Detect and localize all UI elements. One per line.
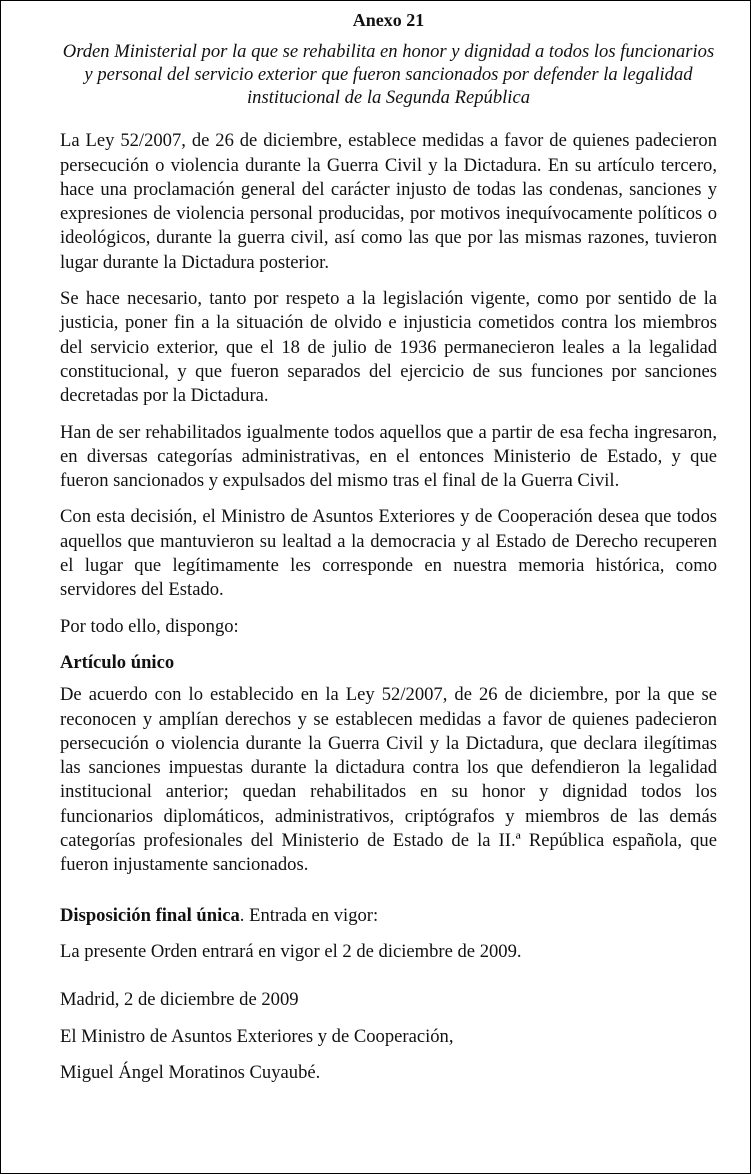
- annex-heading: Anexo 21: [352, 10, 425, 30]
- signature-place-date: Madrid, 2 de diciembre de 2009: [60, 989, 299, 1011]
- annex-subtitle: Orden Ministerial por la que se rehabilita en honor y dignidad a todos los funcionarios y personal del servicio exterior que fueron sancionados por defender la legalidad institucional de la Segunda República: [62, 41, 715, 109]
- dispongo-line: Por todo ello, dispongo:: [60, 615, 239, 637]
- final-provision-rest: . Entrada en vigor:: [239, 904, 379, 926]
- signature-name: Miguel Ángel Moratinos Cuyaubé.: [60, 1061, 321, 1083]
- paragraph-1: La Ley 52/2007, de 26 de diciembre, establece medidas a favor de quienes padecieron persecución o violencia durante la Guerra Civil y la Dictadura. En su artículo tercero, hace una proclamación general del carácter injusto de todas las condenas, sanciones y expresiones de violencia personal producidas, por motivos inequívocamente políticos o ideológicos, durante la guerra civil, así como las que por las mismas razones, tuvieron lugar durante la Dictadura posterior.: [60, 130, 717, 273]
- final-provision-label: Disposición final única: [60, 904, 240, 926]
- paragraph-3: Han de ser rehabilitados igualmente todos aquellos que a partir de esa fecha ingresaron, en diversas categorías administrativas, en el entonces Ministerio de Estado, y que fueron sancionados y expulsados del mismo tras el final de la Guerra Civil.: [60, 421, 717, 492]
- paragraph-2: Se hace necesario, tanto por respeto a la legislación vigente, como por sentido de la justicia, poner fin a la situación de olvido e injusticia cometidos contra los miembros del servicio exterior, que el 18 de julio de 1936 permanecieron leales a la legalidad constitucional, y que fueron separados del ejercicio de sus funciones por sanciones decretadas por la Dictadura.: [60, 288, 717, 407]
- document-page: [60, 8, 717, 1097]
- paragraph-4: Con esta decisión, el Ministro de Asuntos Exteriores y de Cooperación desea que todos aquellos que mantuvieron su lealtad a la democracia y al Estado de Derecho recuperen el lugar que legítimamente les corresponde en nuestra memoria histórica, como servidores del Estado.: [60, 506, 717, 601]
- signature-role: El Ministro de Asuntos Exteriores y de Cooperación,: [60, 1025, 454, 1047]
- final-provision-text: La presente Orden entrará en vigor el 2 de diciembre de 2009.: [60, 940, 522, 962]
- final-provision-heading: [60, 904, 717, 928]
- article-title: Artículo único: [60, 651, 175, 673]
- article-text: De acuerdo con lo establecido en la Ley 52/2007, de 26 de diciembre, por la que se reconocen y amplían derechos y se establecen medidas a favor de quienes padecieron persecución o violencia durante la Guerra Civil y la Dictadura, que declara ilegítimas las sanciones impuestas durante la dictadura contra los que defendieron la legalidad institucional anterior; quedan rehabilitados en su honor y dignidad todos los funcionarios diplomáticos, administrativos, criptógrafos y miembros de las demás categorías profesionales del Ministerio de Estado de la II.ª República española, que fueron injustamente sancionados.: [60, 684, 717, 876]
